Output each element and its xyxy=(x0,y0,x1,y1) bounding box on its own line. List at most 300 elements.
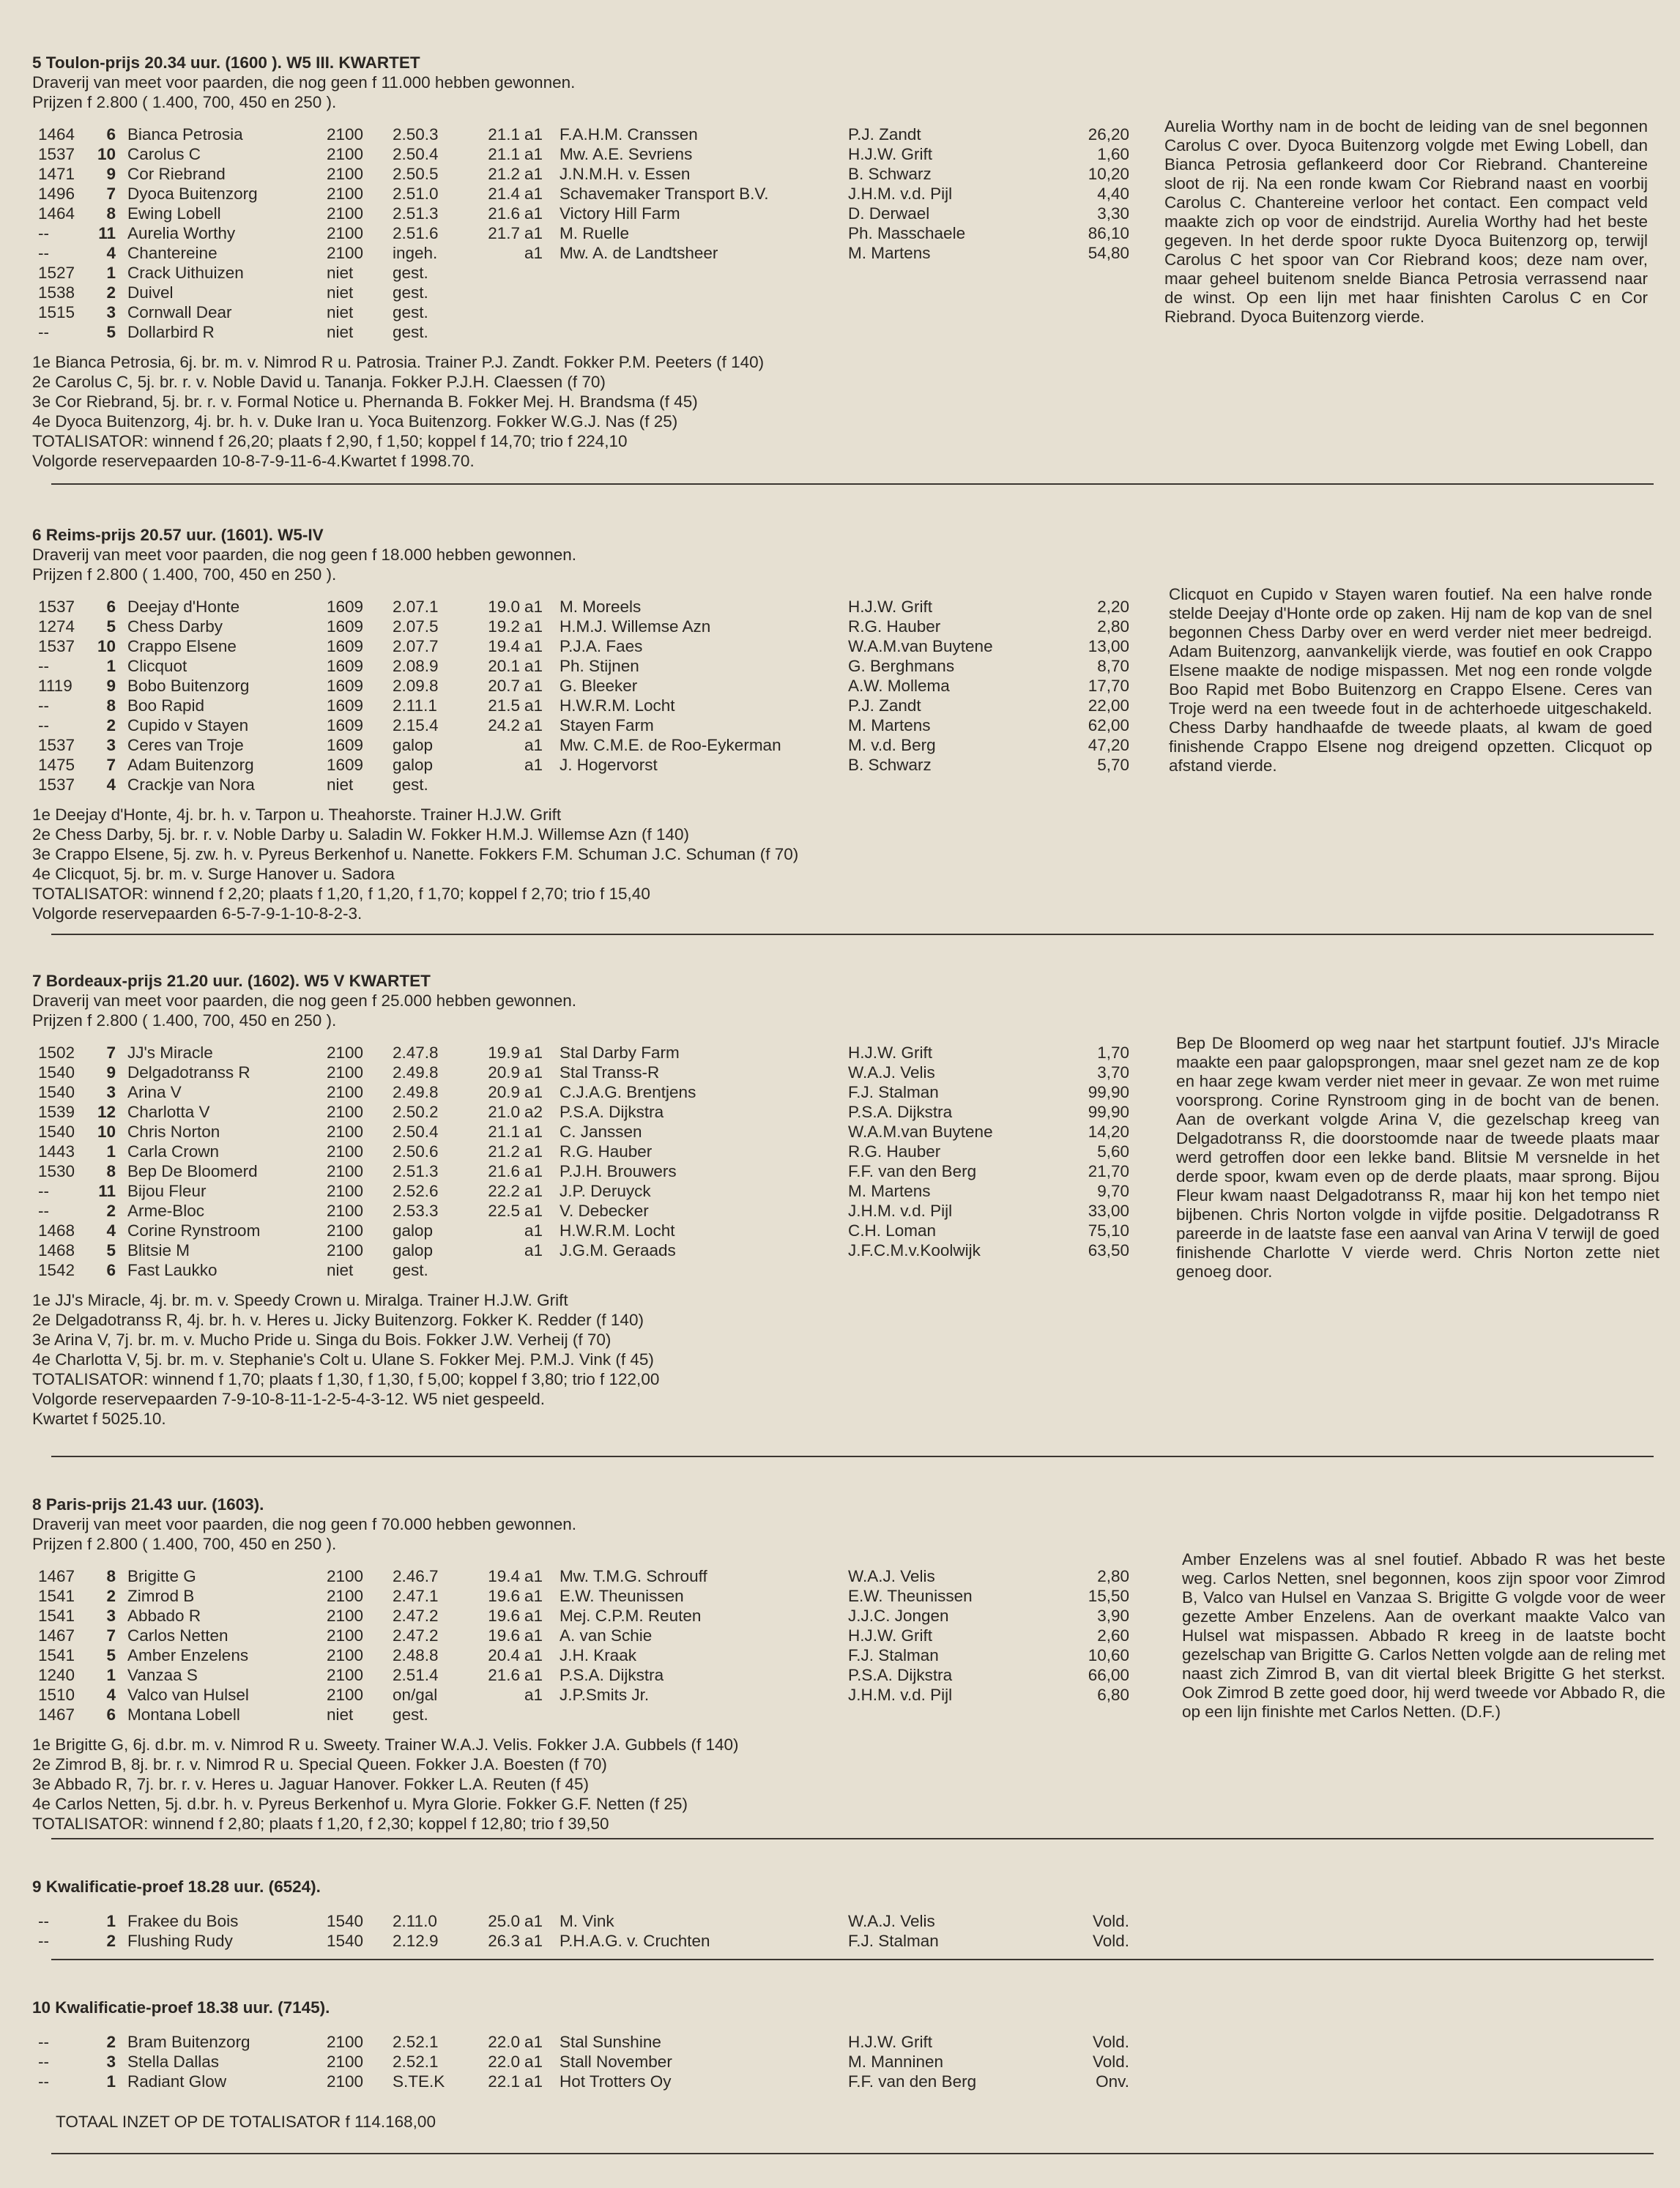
entry-time: 2.50.4 xyxy=(393,1123,439,1141)
entry-ref: -- xyxy=(38,2053,49,2071)
entry-dist: niet xyxy=(327,775,354,794)
entry-name: Blitsie M xyxy=(127,1241,190,1259)
entry-name: Zimrod B xyxy=(127,1587,195,1605)
entry-odds: Vold. xyxy=(1092,2053,1129,2071)
entry-ref: 1467 xyxy=(38,1626,75,1645)
entry-jockey: G. Berghmans xyxy=(848,657,955,675)
entry-odds: 1,60 xyxy=(1097,145,1129,163)
entry-jockey: W.A.J. Velis xyxy=(848,1912,935,1930)
entry-dist: 1609 xyxy=(327,657,364,675)
entry-odds: 5,60 xyxy=(1097,1142,1129,1161)
entry-ref: 1467 xyxy=(38,1705,75,1724)
entry-jockey: M. Martens xyxy=(848,244,931,262)
entry-dist: 2100 xyxy=(327,1162,364,1180)
entry-dist: 2100 xyxy=(327,1043,364,1062)
result-line: 2e Chess Darby, 5j. br. r. v. Noble Darby u. Saladin W. Fokker H.M.J. Willemse Azn (f 140) xyxy=(32,825,689,844)
entry-jockey: F.F. van den Berg xyxy=(848,2072,977,2091)
entry-km: 22.0 xyxy=(488,2033,520,2051)
entry-dist: niet xyxy=(327,264,354,282)
entry-time: 2.50.4 xyxy=(393,145,439,163)
result-line: 1e Brigitte G, 6j. d.br. m. v. Nimrod R u. Sweety. Trainer W.A.J. Velis. Fokker J.A. Gubbels (f 140) xyxy=(32,1735,739,1754)
entry-pos: a1 xyxy=(524,125,543,144)
divider xyxy=(51,1456,1654,1457)
entry-num: 2 xyxy=(106,1932,116,1950)
entry-time: gest. xyxy=(393,303,428,321)
entry-dist: 2100 xyxy=(327,1123,364,1141)
entry-num: 2 xyxy=(106,1587,116,1605)
race-conditions: Draverij van meet voor paarden, die nog geen f 25.000 hebben gewonnen. xyxy=(32,991,577,1010)
entry-km: 21.6 xyxy=(488,1162,520,1180)
entry-time: 2.11.1 xyxy=(393,696,437,715)
entry-ref: 1542 xyxy=(38,1261,75,1279)
entry-dist: 1609 xyxy=(327,637,364,655)
entry-odds: 14,20 xyxy=(1088,1123,1129,1141)
race-8 xyxy=(32,1495,1665,1834)
entry-num: 9 xyxy=(106,165,116,183)
entry-odds: 10,20 xyxy=(1088,165,1129,183)
entry-owner: Schavemaker Transport B.V. xyxy=(560,185,769,203)
race-prizes: Prijzen f 2.800 ( 1.400, 700, 450 en 250 ). xyxy=(32,93,337,111)
entry-pos: a1 xyxy=(524,204,543,223)
entry-ref: -- xyxy=(38,696,49,715)
entry-ref: 1467 xyxy=(38,1567,75,1585)
entry-num: 6 xyxy=(106,125,116,144)
entry-time: 2.49.8 xyxy=(393,1083,439,1101)
entry-dist: 2100 xyxy=(327,1063,364,1082)
entry-dist: 2100 xyxy=(327,1567,364,1585)
entry-name: Arme-Bloc xyxy=(127,1202,205,1220)
race-title: 6 Reims-prijs 20.57 uur. (1601). W5-IV xyxy=(32,526,324,544)
entry-time: ingeh. xyxy=(393,244,438,262)
entry-owner: J.G.M. Geraads xyxy=(560,1241,676,1259)
entry-pos: a1 xyxy=(524,224,543,242)
entry-ref: 1274 xyxy=(38,617,75,636)
entry-num: 8 xyxy=(106,1567,116,1585)
entry-ref: 1502 xyxy=(38,1043,75,1062)
entry-name: Montana Lobell xyxy=(127,1705,240,1724)
entry-jockey: P.S.A. Dijkstra xyxy=(848,1666,953,1684)
totalisator-line: TOTALISATOR: winnend f 1,70; plaats f 1,30, f 1,30, f 5,00; koppel f 3,80; trio f 122,00 xyxy=(32,1370,660,1388)
entry-jockey: R.G. Hauber xyxy=(848,1142,941,1161)
entry-pos: a1 xyxy=(524,1686,543,1704)
entry-time: galop xyxy=(393,736,434,754)
entry-owner: F.A.H.M. Cranssen xyxy=(560,125,698,144)
entry-jockey: R.G. Hauber xyxy=(848,617,941,636)
entry-row xyxy=(32,775,1658,795)
entry-ref: 1538 xyxy=(38,283,75,302)
entry-num: 1 xyxy=(106,264,116,282)
entry-km: 22.1 xyxy=(488,2072,520,2091)
entry-time: 2.50.3 xyxy=(393,125,439,144)
entry-name: Valco van Hulsel xyxy=(127,1686,249,1704)
entry-pos: a1 xyxy=(524,244,543,262)
entry-name: Amber Enzelens xyxy=(127,1646,249,1664)
entry-name: Carlos Netten xyxy=(127,1626,228,1645)
entry-jockey: M. Manninen xyxy=(848,2053,944,2071)
entry-jockey: J.F.C.M.v.Koolwijk xyxy=(848,1241,981,1259)
entry-num: 4 xyxy=(106,1221,116,1240)
entry-jockey: F.J. Stalman xyxy=(848,1646,939,1664)
entry-name: Vanzaa S xyxy=(127,1666,198,1684)
result-line: 4e Dyoca Buitenzorg, 4j. br. h. v. Duke Iran u. Yoca Buitenzorg. Fokker W.G.J. Nas (f 25) xyxy=(32,412,678,431)
entry-num: 5 xyxy=(106,323,116,341)
entry-ref: -- xyxy=(38,323,49,341)
result-line: 1e Bianca Petrosia, 6j. br. m. v. Nimrod R u. Patrosia. Trainer P.J. Zandt. Fokker P.M. Peeters (f 140) xyxy=(32,353,765,371)
entry-num: 1 xyxy=(106,1912,116,1930)
entry-ref: 1119 xyxy=(38,677,73,695)
entry-dist: 2100 xyxy=(327,125,364,144)
entry-dist: 1540 xyxy=(327,1932,364,1950)
entry-odds: 13,00 xyxy=(1088,637,1129,655)
entry-jockey: J.H.M. v.d. Pijl xyxy=(848,185,953,203)
entry-dist: 2100 xyxy=(327,2053,364,2071)
entry-odds: 4,40 xyxy=(1097,185,1129,203)
entry-km: 20.1 xyxy=(488,657,520,675)
entry-ref: -- xyxy=(38,1912,49,1930)
entry-time: 2.07.7 xyxy=(393,637,439,655)
entry-num: 10 xyxy=(97,637,116,655)
entry-owner: P.S.A. Dijkstra xyxy=(560,1666,664,1684)
entry-name: Clicquot xyxy=(127,657,187,675)
entry-owner: M. Ruelle xyxy=(560,224,630,242)
entry-jockey: F.J. Stalman xyxy=(848,1932,939,1950)
entry-km: 21.6 xyxy=(488,1666,520,1684)
entry-odds: 3,90 xyxy=(1097,1607,1129,1625)
entry-pos: a1 xyxy=(524,2033,543,2051)
entry-time: 2.15.4 xyxy=(393,716,439,734)
entry-ref: 1471 xyxy=(38,165,75,183)
entry-jockey: H.J.W. Grift xyxy=(848,1043,932,1062)
entry-jockey: H.J.W. Grift xyxy=(848,598,932,616)
entry-pos: a1 xyxy=(524,2053,543,2071)
entry-dist: 2100 xyxy=(327,1083,364,1101)
entry-time: 2.48.8 xyxy=(393,1646,439,1664)
entry-name: Crack Uithuizen xyxy=(127,264,244,282)
entry-num: 7 xyxy=(106,756,116,774)
race-6 xyxy=(32,525,1658,923)
entry-time: 2.11.0 xyxy=(393,1912,437,1930)
entry-owner: Mw. A. de Landtsheer xyxy=(560,244,718,262)
entry-odds: 62,00 xyxy=(1088,716,1129,734)
entry-pos: a1 xyxy=(524,677,543,695)
entry-time: 2.50.2 xyxy=(393,1103,439,1121)
race-title: 10 Kwalificatie-proef 18.38 uur. (7145). xyxy=(32,1998,330,2017)
entry-km: 19.6 xyxy=(488,1626,520,1645)
divider xyxy=(51,2153,1654,2154)
entry-odds: 21,70 xyxy=(1088,1162,1129,1180)
entry-km: 20.9 xyxy=(488,1063,520,1082)
entry-num: 3 xyxy=(106,1083,116,1101)
entry-owner: Mw. T.M.G. Schrouff xyxy=(560,1567,707,1585)
entry-name: Chantereine xyxy=(127,244,218,262)
entry-owner: Stayen Farm xyxy=(560,716,654,734)
entry-num: 3 xyxy=(106,303,116,321)
entry-name: Delgadotranss R xyxy=(127,1063,250,1082)
entry-owner: C.J.A.G. Brentjens xyxy=(560,1083,696,1101)
entry-owner: A. van Schie xyxy=(560,1626,653,1645)
entry-name: Bianca Petrosia xyxy=(127,125,243,144)
entry-name: Charlotta V xyxy=(127,1103,210,1121)
race-report: Amber Enzelens was al snel foutief. Abbado R was het beste weg. Carlos Netten, snel begonnen, koos zijn spoor voor Zimrod B, Valco van Hulsel en Vanzaa S. Brigitte G volgde voor de weer gezette Amber Enzelens. Aan de overkant maakte Valco van Hulsel wat mispassen. Abbado R kreeg in de laatste bocht gezelschap van Brigitte G. Carlos Netten volgde aan de reling met naast zich Zimrod B, van dit viertal bleek Brigitte G het sterkst. Ook Zimrod B zette goed door, hij werd tweede vor Abbado R, die op een lijn finishte met Carlos Netten. (D.F.) xyxy=(1182,1550,1665,1721)
entry-odds: 6,80 xyxy=(1097,1686,1129,1704)
entry-row xyxy=(32,1911,1658,1931)
entry-num: 9 xyxy=(106,1063,116,1082)
entry-num: 5 xyxy=(106,1241,116,1259)
entry-num: 7 xyxy=(106,1043,116,1062)
entry-jockey: H.J.W. Grift xyxy=(848,145,932,163)
entry-num: 5 xyxy=(106,617,116,636)
entry-num: 11 xyxy=(98,224,116,242)
entry-pos: a1 xyxy=(524,598,543,616)
entry-pos: a1 xyxy=(524,1162,543,1180)
entry-odds: 33,00 xyxy=(1088,1202,1129,1220)
result-line: 4e Clicquot, 5j. br. m. v. Surge Hanover u. Sadora xyxy=(32,865,395,883)
entries-table xyxy=(32,2032,1658,2091)
entry-ref: 1496 xyxy=(38,185,75,203)
entry-owner: Stal Transs-R xyxy=(560,1063,660,1082)
entry-owner: Mej. C.P.M. Reuten xyxy=(560,1607,702,1625)
entry-num: 8 xyxy=(106,696,116,715)
entry-jockey: W.A.J. Velis xyxy=(848,1567,935,1585)
entry-ref: 1475 xyxy=(38,756,75,774)
entry-num: 4 xyxy=(106,244,116,262)
entry-jockey: W.A.J. Velis xyxy=(848,1063,935,1082)
entry-pos: a1 xyxy=(524,756,543,774)
entry-dist: 2100 xyxy=(327,185,364,203)
entry-km: 21.1 xyxy=(488,1123,520,1141)
entry-num: 1 xyxy=(106,1666,116,1684)
entry-pos: a1 xyxy=(524,1043,543,1062)
entry-pos: a1 xyxy=(524,185,543,203)
entry-pos: a1 xyxy=(524,1912,543,1930)
entry-name: Bram Buitenzorg xyxy=(127,2033,250,2051)
entry-time: S.TE.K xyxy=(393,2072,445,2091)
entry-ref: 1541 xyxy=(38,1646,75,1664)
entry-pos: a1 xyxy=(524,1626,543,1645)
entry-owner: C. Janssen xyxy=(560,1123,642,1141)
result-line: 4e Charlotta V, 5j. br. m. v. Stephanie's Colt u. Ulane S. Fokker Mej. P.M.J. Vink (f 45) xyxy=(32,1350,654,1369)
entry-odds: 22,00 xyxy=(1088,696,1129,715)
race-conditions: Draverij van meet voor paarden, die nog geen f 18.000 hebben gewonnen. xyxy=(32,546,577,564)
entry-num: 10 xyxy=(97,1123,116,1141)
entry-name: Chris Norton xyxy=(127,1123,220,1141)
entry-num: 3 xyxy=(106,736,116,754)
entry-odds: 99,90 xyxy=(1088,1103,1129,1121)
result-line: 1e Deejay d'Honte, 4j. br. h. v. Tarpon u. Theahorste. Trainer H.J.W. Grift xyxy=(32,805,562,824)
entry-owner: P.J.A. Faes xyxy=(560,637,643,655)
entry-odds: Vold. xyxy=(1092,1932,1129,1950)
entry-owner: H.M.J. Willemse Azn xyxy=(560,617,711,636)
entry-num: 5 xyxy=(106,1646,116,1664)
entry-num: 2 xyxy=(106,283,116,302)
entry-name: Flushing Rudy xyxy=(127,1932,233,1950)
race-title: 8 Paris-prijs 21.43 uur. (1603). xyxy=(32,1495,264,1514)
entry-odds: 5,70 xyxy=(1097,756,1129,774)
entry-name: Abbado R xyxy=(127,1607,201,1625)
entry-name: Fast Laukko xyxy=(127,1261,218,1279)
entry-owner: Stal Sunshine xyxy=(560,2033,661,2051)
entry-pos: a1 xyxy=(524,1063,543,1082)
race-prizes: Prijzen f 2.800 ( 1.400, 700, 450 en 250 ). xyxy=(32,1011,337,1030)
entry-pos: a1 xyxy=(524,1123,543,1141)
entry-owner: P.J.H. Brouwers xyxy=(560,1162,677,1180)
entry-owner: Mw. C.M.E. de Roo-Eykerman xyxy=(560,736,781,754)
entry-dist: 2100 xyxy=(327,224,364,242)
entry-ref: 1537 xyxy=(38,736,75,754)
entry-owner: E.W. Theunissen xyxy=(560,1587,684,1605)
entry-km: 19.6 xyxy=(488,1607,520,1625)
entry-ref: -- xyxy=(38,1932,49,1950)
entry-jockey: P.J. Zandt xyxy=(848,125,921,144)
entry-row xyxy=(32,2052,1658,2072)
race-9 xyxy=(32,1877,1658,1951)
entry-name: Adam Buitenzorg xyxy=(127,756,254,774)
entry-dist: 1609 xyxy=(327,617,364,636)
entry-name: Cor Riebrand xyxy=(127,165,226,183)
race-10 xyxy=(32,1998,1658,2132)
entry-num: 1 xyxy=(106,1142,116,1161)
entry-jockey: D. Derwael xyxy=(848,204,930,223)
entry-dist: niet xyxy=(327,283,354,302)
entry-name: Corine Rynstroom xyxy=(127,1221,261,1240)
entry-pos: a1 xyxy=(524,1241,543,1259)
totalisator-line: TOTALISATOR: winnend f 26,20; plaats f 2,90, f 1,50; koppel f 14,70; trio f 224,10 xyxy=(32,432,628,450)
entry-jockey: E.W. Theunissen xyxy=(848,1587,973,1605)
entry-time: gest. xyxy=(393,264,428,282)
entry-num: 2 xyxy=(106,716,116,734)
entry-dist: 2100 xyxy=(327,2033,364,2051)
entry-time: 2.46.7 xyxy=(393,1567,439,1585)
entry-pos: a1 xyxy=(524,736,543,754)
entry-dist: 2100 xyxy=(327,1607,364,1625)
entry-odds: Onv. xyxy=(1096,2072,1129,2091)
entry-km: 20.7 xyxy=(488,677,520,695)
entry-row xyxy=(32,2032,1658,2052)
entry-km: 19.4 xyxy=(488,637,520,655)
result-line: 2e Carolus C, 5j. br. r. v. Noble David u. Tananja. Fokker P.J.H. Claessen (f 70) xyxy=(32,373,606,391)
entry-time: gest. xyxy=(393,775,428,794)
entry-owner: H.W.R.M. Locht xyxy=(560,1221,675,1240)
entry-jockey: F.F. van den Berg xyxy=(848,1162,977,1180)
entry-num: 3 xyxy=(106,2053,116,2071)
entry-dist: 1609 xyxy=(327,756,364,774)
entry-dist: 2100 xyxy=(327,2072,364,2091)
result-line: 2e Delgadotranss R, 4j. br. h. v. Heres u. Jicky Buitenzorg. Fokker K. Redder (f 140) xyxy=(32,1311,644,1329)
entry-dist: niet xyxy=(327,323,354,341)
entry-pos: a1 xyxy=(524,1202,543,1220)
entry-owner: Victory Hill Farm xyxy=(560,204,680,223)
race-5 xyxy=(32,53,1658,471)
results-block xyxy=(32,352,1658,471)
entry-ref: 1537 xyxy=(38,775,75,794)
entry-ref: 1443 xyxy=(38,1142,75,1161)
entry-owner: Ph. Stijnen xyxy=(560,657,639,675)
entry-pos: a1 xyxy=(524,1182,543,1200)
entry-num: 8 xyxy=(106,204,116,223)
entry-km: 22.2 xyxy=(488,1182,520,1200)
entry-num: 9 xyxy=(106,677,116,695)
entry-name: Crappo Elsene xyxy=(127,637,237,655)
entry-km: 21.2 xyxy=(488,1142,520,1161)
entry-name: Bobo Buitenzorg xyxy=(127,677,250,695)
entry-owner: J.P.Smits Jr. xyxy=(560,1686,650,1704)
entry-time: 2.50.5 xyxy=(393,165,439,183)
entry-odds: 15,50 xyxy=(1088,1587,1129,1605)
entry-time: 2.47.1 xyxy=(393,1587,439,1605)
entry-jockey: B. Schwarz xyxy=(848,756,932,774)
entry-dist: 1540 xyxy=(327,1912,364,1930)
entry-ref: -- xyxy=(38,2033,49,2051)
entry-jockey: M. v.d. Berg xyxy=(848,736,936,754)
race-prizes: Prijzen f 2.800 ( 1.400, 700, 450 en 250 ). xyxy=(32,1535,337,1553)
entry-odds: 2,60 xyxy=(1097,1626,1129,1645)
totalisator-line: TOTALISATOR: winnend f 2,20; plaats f 1,20, f 1,20, f 1,70; koppel f 2,70; trio f 15,40 xyxy=(32,885,650,903)
entry-km: 21.0 xyxy=(488,1103,520,1121)
entry-dist: 2100 xyxy=(327,165,364,183)
entry-odds: 63,50 xyxy=(1088,1241,1129,1259)
entry-name: Chess Darby xyxy=(127,617,223,636)
race-7 xyxy=(32,971,1658,1429)
entry-name: Deejay d'Honte xyxy=(127,598,240,616)
entry-jockey: Ph. Masschaele xyxy=(848,224,966,242)
entry-pos: a1 xyxy=(524,145,543,163)
entry-owner: P.H.A.G. v. Cruchten xyxy=(560,1932,710,1950)
entry-ref: 1468 xyxy=(38,1221,75,1240)
entry-owner: Stall November xyxy=(560,2053,672,2071)
entry-time: 2.53.3 xyxy=(393,1202,439,1220)
entry-ref: -- xyxy=(38,1182,49,1200)
entry-name: Stella Dallas xyxy=(127,2053,220,2071)
entry-odds: 66,00 xyxy=(1088,1666,1129,1684)
entry-time: 2.08.9 xyxy=(393,657,439,675)
result-line: 3e Arina V, 7j. br. m. v. Mucho Pride u. Singa du Bois. Fokker J.W. Verheij (f 70) xyxy=(32,1331,612,1349)
entry-odds: 8,70 xyxy=(1097,657,1129,675)
entry-owner: J.N.M.H. v. Essen xyxy=(560,165,691,183)
entry-km: 22.5 xyxy=(488,1202,520,1220)
entry-owner: M. Vink xyxy=(560,1912,614,1930)
race-title: 9 Kwalificatie-proef 18.28 uur. (6524). xyxy=(32,1878,321,1896)
entry-km: 21.7 xyxy=(488,224,520,242)
entry-pos: a1 xyxy=(524,637,543,655)
entry-time: 2.49.8 xyxy=(393,1063,439,1082)
entry-dist: 2100 xyxy=(327,1103,364,1121)
entry-dist: 1609 xyxy=(327,716,364,734)
entry-odds: 75,10 xyxy=(1088,1221,1129,1240)
entry-dist: 2100 xyxy=(327,1626,364,1645)
entry-km: 19.6 xyxy=(488,1587,520,1605)
entry-km: 19.9 xyxy=(488,1043,520,1062)
divider xyxy=(51,1838,1654,1839)
entry-ref: 1530 xyxy=(38,1162,75,1180)
entry-time: 2.52.6 xyxy=(393,1182,439,1200)
totalisator-total: TOTAAL INZET OP DE TOTALISATOR f 114.168,00 xyxy=(56,2113,436,2131)
entry-name: Carla Crown xyxy=(127,1142,220,1161)
entry-num: 6 xyxy=(106,598,116,616)
entry-name: Carolus C xyxy=(127,145,201,163)
entry-km: 25.0 xyxy=(488,1912,520,1930)
entry-jockey: H.J.W. Grift xyxy=(848,2033,932,2051)
entry-dist: 2100 xyxy=(327,1221,364,1240)
entry-owner: M. Moreels xyxy=(560,598,642,616)
entry-name: Cupido v Stayen xyxy=(127,716,249,734)
entry-pos: a1 xyxy=(524,657,543,675)
entry-odds: 99,90 xyxy=(1088,1083,1129,1101)
entry-time: gest. xyxy=(393,1261,428,1279)
entry-pos: a1 xyxy=(524,2072,543,2091)
entry-ref: -- xyxy=(38,1202,49,1220)
entry-time: galop xyxy=(393,756,434,774)
entry-jockey: H.J.W. Grift xyxy=(848,1626,932,1645)
